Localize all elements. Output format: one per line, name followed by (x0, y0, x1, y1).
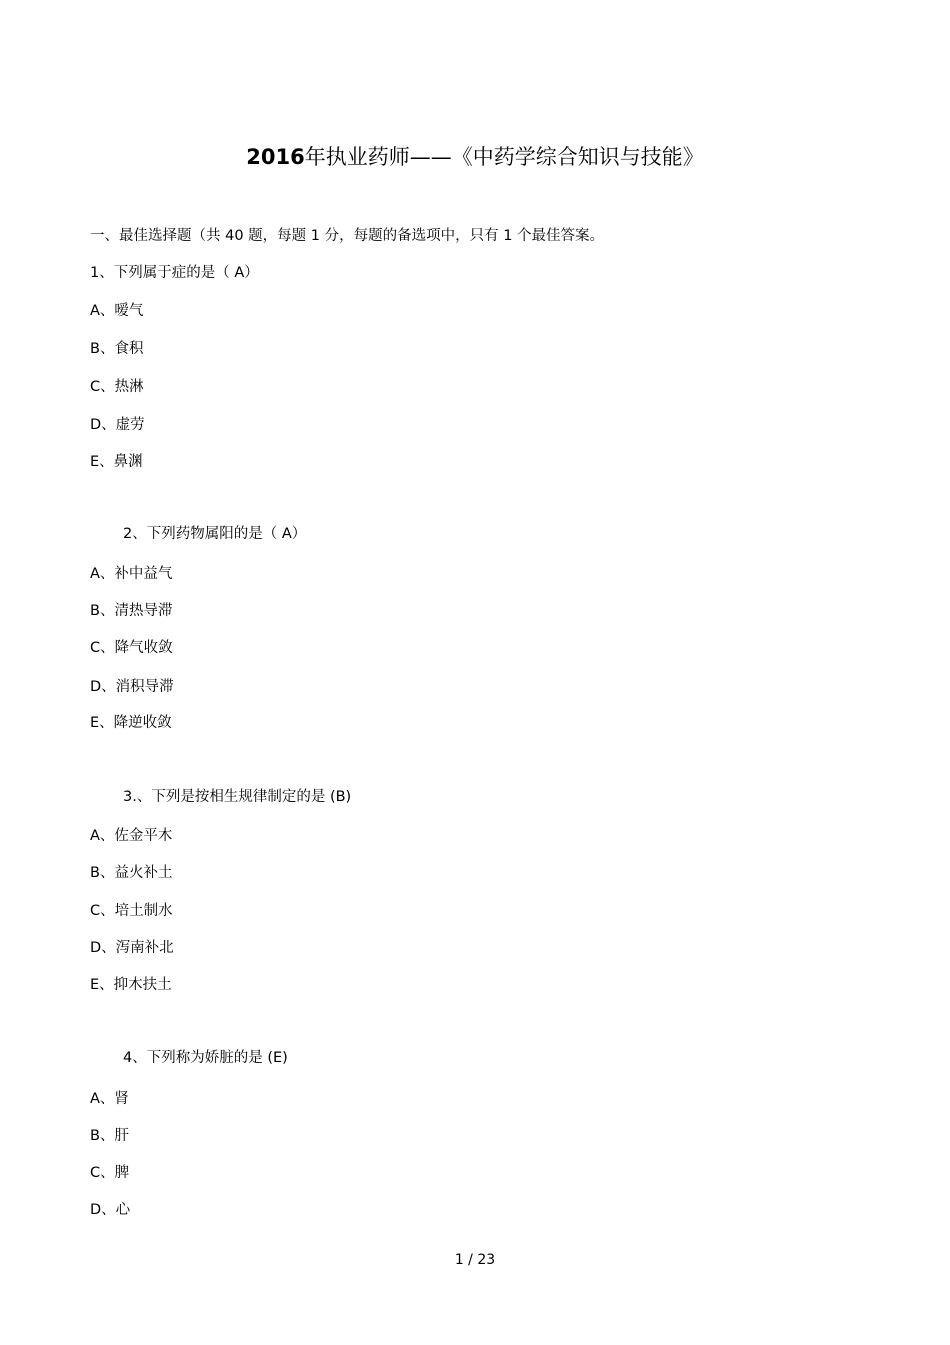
question-1-option-b: B、食积 (90, 341, 144, 357)
title-year: 2016 (246, 145, 305, 169)
question-1-option-c: C、热淋 (90, 379, 144, 395)
question-2-option-e: E、降逆收敛 (90, 715, 172, 731)
question-1-option-d: D、虚劳 (90, 417, 145, 433)
question-3-option-d: D、泻南补北 (90, 940, 174, 956)
question-3-stem: 3.、下列是按相生规律制定的是 (B) (123, 789, 352, 805)
page-number: 1 / 23 (454, 1252, 496, 1268)
question-2-option-d: D、消积导滞 (90, 679, 174, 695)
question-4-stem: 4、下列称为娇脏的是 (E) (123, 1050, 288, 1066)
title-text: 年执业药师——《中药学综合知识与技能》 (304, 145, 704, 169)
question-3-option-e: E、抑木扶土 (90, 977, 172, 993)
question-1-option-a: A、嗳气 (90, 303, 144, 319)
document-title (0, 147, 950, 168)
question-4-option-b: B、肝 (90, 1128, 129, 1144)
question-4-option-a: A、肾 (90, 1091, 129, 1107)
question-1-stem: 1、下列属于症的是（ A） (90, 265, 259, 281)
question-4-option-c: C、脾 (90, 1165, 130, 1181)
section-heading: 一、最佳选择题（共 40 题，每题 1 分，每题的备选项中，只有 1 个最佳答案。 (90, 228, 605, 244)
question-2-option-a: A、补中益气 (90, 566, 173, 582)
question-2-stem: 2、下列药物属阳的是（ A） (123, 526, 307, 542)
question-3-option-b: B、益火补土 (90, 865, 173, 881)
question-3-option-a: A、佐金平木 (90, 828, 173, 844)
question-1-option-e: E、鼻渊 (90, 454, 143, 470)
question-2-option-c: C、降气收敛 (90, 640, 173, 656)
question-2-option-b: B、清热导滞 (90, 603, 173, 619)
question-4-option-d: D、心 (90, 1202, 131, 1218)
question-3-option-c: C、培土制水 (90, 903, 173, 919)
